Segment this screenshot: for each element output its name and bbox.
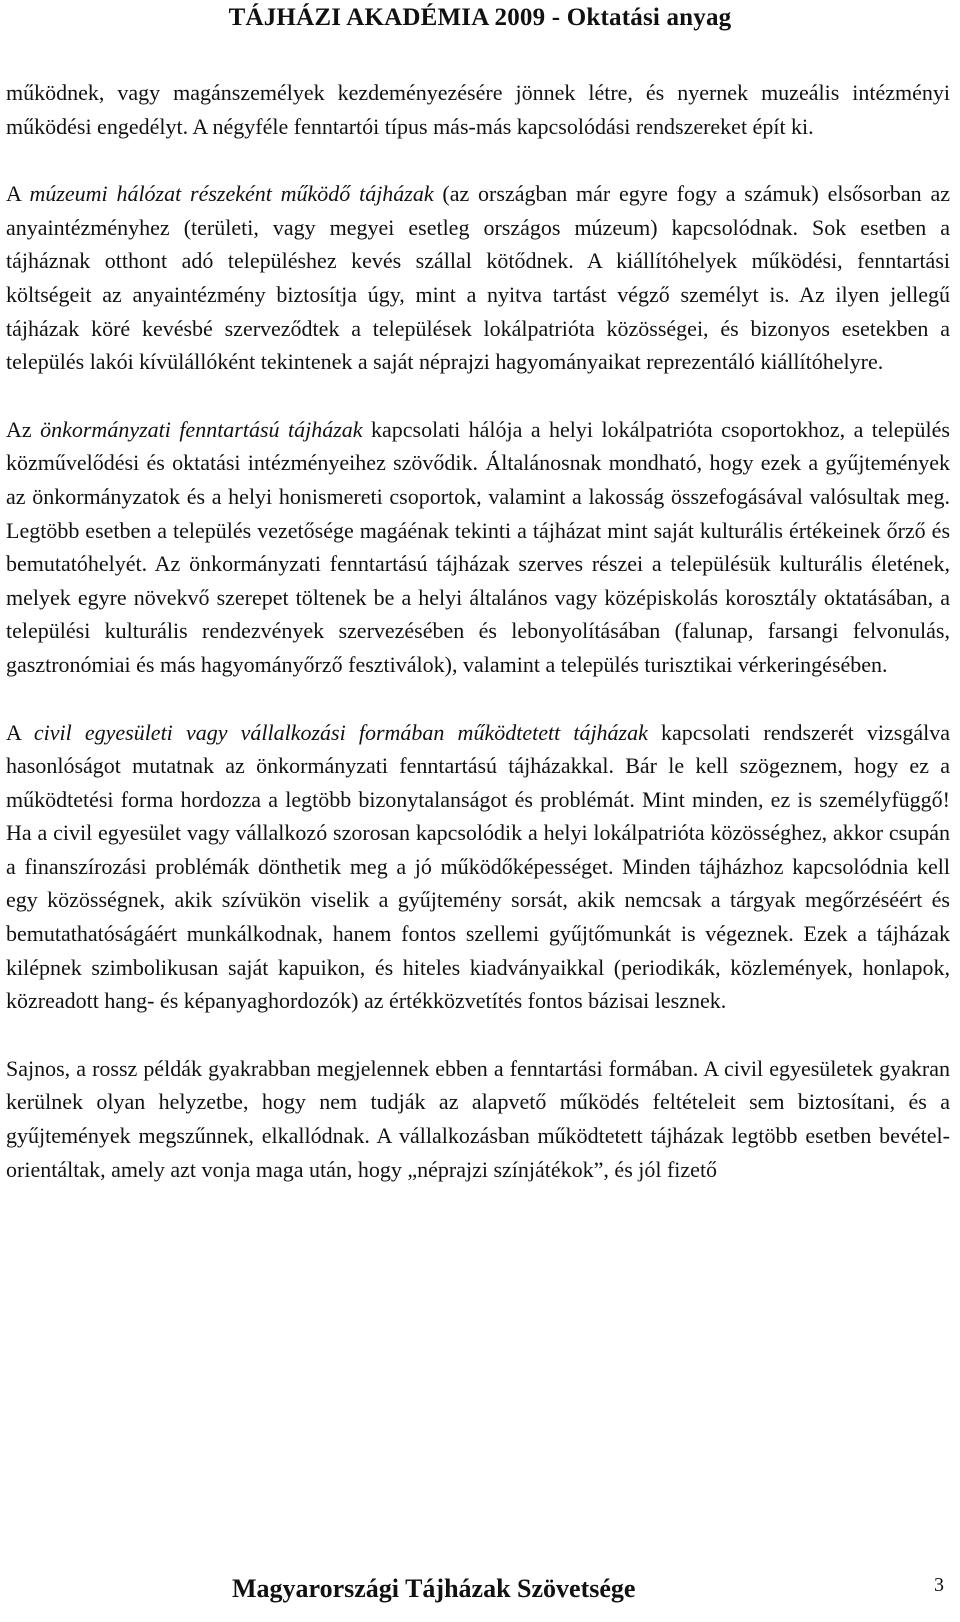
paragraph-1: [6, 76, 950, 143]
page-number: 3: [934, 1574, 944, 1596]
text-run: Az: [6, 416, 41, 442]
body-text: [6, 76, 950, 1186]
text-run: működnek, vagy magánszemélyek kezdeményezésére jönnek létre, és nyernek muzeális intézményi működési engedélyt. A négyféle fenntartói típus más-más kapcsolódási rendszereket épít ki.: [6, 80, 950, 139]
paragraph-5: [6, 1052, 950, 1186]
text-run: A: [6, 719, 34, 745]
text-run: kapcsolati rendszerét vizsgálva hasonlóságot mutatnak az önkormányzati fenntartású tájházakkal. Bár le kell szögeznem, hogy ez a működtetési forma hordozza a legtöbb bizonytalanságot és problémát. Mint minden, ez is személyfüggő! Ha a civil egyesület vagy vállalkozó szorosan kapcsolódik a helyi lokálpatrióta közösséghez, akkor csupán a finanszírozási problémák dönthetik meg a jó működőképességet. Minden tájházhoz kapcsolódnia kell egy közösségnek, akik szívükön viselik a gyűjtemény sorsát, akik nemcsak a tárgyak megőrzéséért és bemutathatóságáért munkálkodnak, hanem fontos szellemi gyűjtőmunkát is végeznek. Ezek a tájházak kilépnek szimbolikusan saját kapuikon, és hiteles kiadványaikkal (periodikák, közlemények, honlapok, közreadott hang- és képanyaghordozók) az értékközvetítés fontos bázisai lesznek.: [6, 719, 950, 1014]
page-header-title: TÁJHÁZI AKADÉMIA 2009 - Oktatási anyag: [228, 4, 732, 31]
emphasized-term: civil egyesületi vagy vállalkozási formában működtetett tájházak: [33, 719, 648, 745]
emphasized-term: önkormányzati fenntartású tájházak: [40, 416, 363, 442]
paragraph-4: [6, 716, 950, 1018]
footer-organization: Magyarországi Tájházak Szövetsége: [232, 1574, 636, 1603]
text-run: Sajnos, a rossz példák gyakrabban megjelennek ebben a fenntartási formában. A civil egyesületek gyakran kerülnek olyan helyzetbe, hogy nem tudják az alapvető működés feltételeit sem biztosítani, és a gyűjtemények megszűnnek, elkallódnak. A vállalkozásban működtetett tájházak legtöbb esetben bevétel-orientáltak, amely azt vonja maga után, hogy „néprajzi színjátékok”, és jól fizető: [6, 1055, 950, 1182]
emphasized-term: múzeumi hálózat részeként működő tájházak: [29, 181, 434, 207]
text-run: A: [6, 181, 30, 207]
text-run: (az országban már egyre fogy a számuk) elsősorban az anyaintézményhez (területi, vagy megyei esetleg országos múzeum) kapcsolódnak. Sok esetben a tájháznak otthont adó településhez kevés szállal kötődnek. A kiállítóhelyek működési, fenntartási költségeit az anyaintézmény biztosítja úgy, mint a nyitva tartást végző személyt is. Az ilyen jellegű tájházak köré kevésbé szerveződtek a települések lokálpatrióta közösségei, és bizonyos esetekben a település lakói kívülállóként tekintenek a saját néprajzi hagyományaikat reprezentáló kiállítóhelyre.: [6, 181, 950, 375]
paragraph-3: [6, 413, 950, 682]
paragraph-2: [6, 177, 950, 379]
text-run: kapcsolati hálója a helyi lokálpatrióta csoportokhoz, a település közművelődési és oktatási intézményeihez szövődik. Általánosnak mondható, hogy ezek a gyűjtemények az önkormányzatok és a helyi honismereti csoportok, valamint a lakosság összefogásával valósultak meg. Legtöbb esetben a település vezetősége magáénak tekinti a tájházat mint saját kulturális értékeinek őrző és bemutatóhelyét. Az önkormányzati fenntartású tájházak szerves részei a településük kulturális életének, melyek egyre növekvő szerepet töltenek be a helyi általános vagy középiskolás korosztály oktatásában, a települési kulturális rendezvények szervezésében és lebonyolításában (falunap, farsangi felvonulás, gasztronómiai és más hagyományőrző fesztiválok), valamint a település turisztikai vérkeringésében.: [6, 416, 950, 677]
